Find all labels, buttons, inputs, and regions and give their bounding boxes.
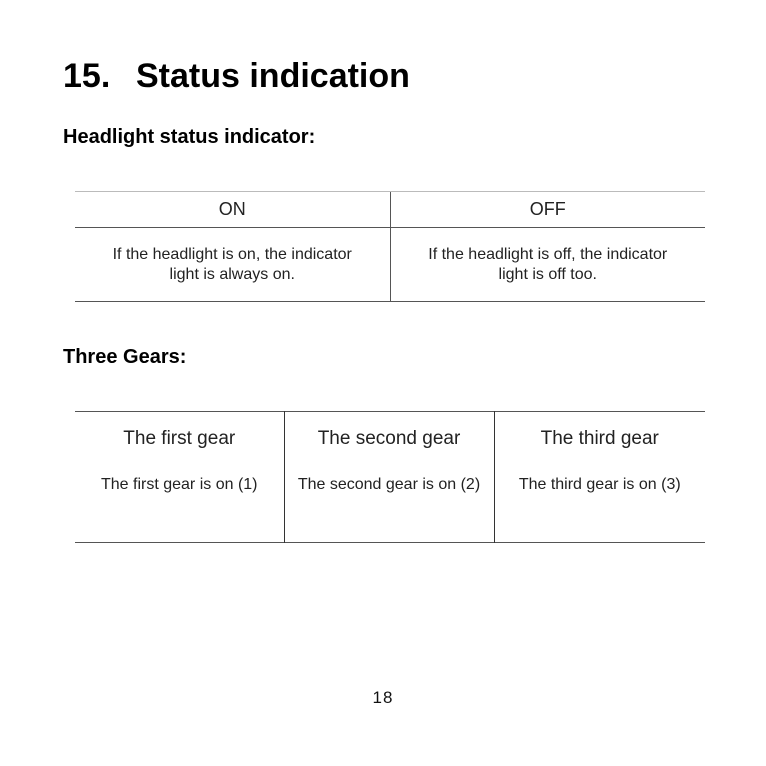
description-off-line2: light is off too. <box>498 265 597 283</box>
column-header-first-gear: The first gear <box>123 428 236 449</box>
page-number: 18 <box>372 688 394 707</box>
description-on <box>75 228 390 302</box>
description-on-line2: light is always on. <box>169 265 295 283</box>
headlight-status-table <box>75 191 705 302</box>
column-header-second-gear: The second gear <box>284 412 494 453</box>
description-on-line1: If the headlight is on, the indicator <box>112 245 352 263</box>
description-off-line1: If the headlight is off, the indicator <box>428 245 668 263</box>
section-heading <box>63 56 410 96</box>
three-gears-heading: Three Gears: <box>63 346 187 368</box>
table-row <box>75 228 705 302</box>
three-gears-table <box>75 411 705 543</box>
third-gear-description: The third gear is on (3) <box>494 452 705 543</box>
table-row <box>75 452 705 543</box>
description-off <box>390 228 705 302</box>
column-header-off: OFF <box>390 192 705 228</box>
headlight-status-heading: Headlight status indicator: <box>63 126 316 148</box>
section-number: 15. <box>63 57 111 95</box>
column-header-on: ON <box>75 192 390 228</box>
first-gear-description: The first gear is on (1) <box>101 476 258 493</box>
second-gear-description: The second gear is on (2) <box>284 452 494 543</box>
section-title: Status indication <box>136 57 410 95</box>
table-header-row <box>75 192 705 228</box>
table-header-row <box>75 412 705 453</box>
column-header-third-gear: The third gear <box>494 412 705 453</box>
